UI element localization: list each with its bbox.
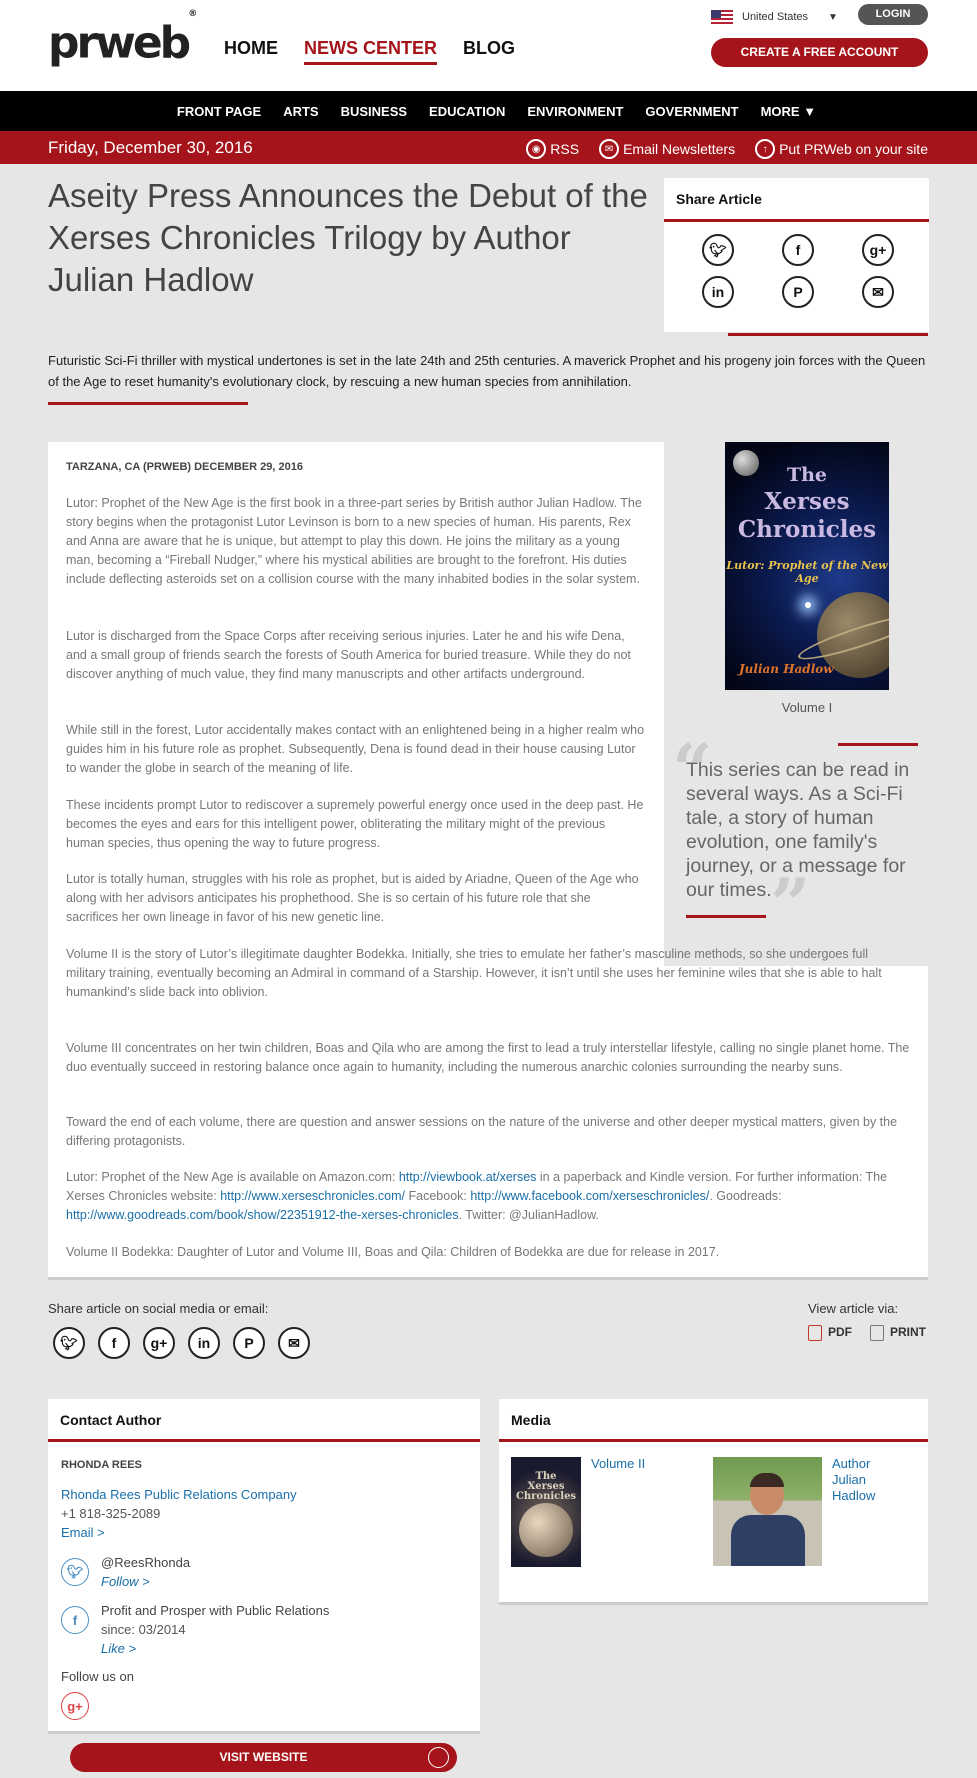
category-nav <box>0 91 977 131</box>
view-article-label: View article via: <box>808 1301 899 1316</box>
date-bar <box>0 131 977 164</box>
open-quote-icon: “ <box>672 728 713 811</box>
rss-link[interactable]: ◉ RSS <box>526 139 579 159</box>
print-icon <box>870 1325 884 1341</box>
facebook-link[interactable]: http://www.facebook.com/xerseschronicles/ <box>470 1189 710 1203</box>
email-icon[interactable]: ✉ <box>862 276 894 308</box>
share-row <box>53 1327 310 1359</box>
googleplus-icon[interactable]: g+ <box>862 234 894 266</box>
googleplus-icon[interactable]: g+ <box>143 1327 175 1359</box>
prweb-logo[interactable]: prweb® <box>48 9 198 69</box>
paragraph: Lutor is discharged from the Space Corps after receiving serious injuries. Later he and his wife Dena, and a small group of friends search the forests of South America for buried treasure. While they do not discover anything of much value, they find many manuscripts and other artifacts underground. <box>66 629 631 681</box>
pdf-link[interactable]: PDF <box>808 1325 852 1341</box>
linkedin-icon[interactable]: in <box>702 276 734 308</box>
goodreads-link[interactable]: http://www.goodreads.com/book/show/22351912-the-xerses-chronicles <box>66 1208 459 1222</box>
twitter-icon[interactable]: 🐦︎ <box>53 1327 85 1359</box>
facebook-icon[interactable]: f <box>782 234 814 266</box>
email-link[interactable]: Email > <box>61 1525 105 1540</box>
globe-icon <box>428 1747 449 1768</box>
view-article-links <box>808 1325 926 1341</box>
paragraph: While still in the forest, Lutor accidentally makes contact with an enlightened being in a higher realm who guides him in his future role as prophet. Subsequently, Dena is found dead in their house causing Lutor to wander the globe in search of the meaning of life. <box>66 723 645 775</box>
cat-government[interactable]: GOVERNMENT <box>645 103 739 119</box>
top-nav <box>224 38 515 65</box>
volume-ii-thumbnail[interactable]: The Xerses Chronicles <box>511 1457 581 1567</box>
email-icon: ✉ <box>599 139 619 159</box>
dateline: TARZANA, CA (PRWEB) DECEMBER 29, 2016 <box>66 461 303 473</box>
company-link[interactable]: Rhonda Rees Public Relations Company <box>61 1487 297 1502</box>
article-title: Aseity Press Announces the Debut of the Xerses Chronicles Trilogy by Author Julian Hadlow <box>48 177 648 298</box>
cat-arts[interactable]: ARTS <box>283 103 319 119</box>
pull-quote: This series can be read in several ways. As a Sci-Fi tale, a story of human evolution, one family's journey, or a message for our times. <box>686 759 910 901</box>
nav-blog[interactable]: BLOG <box>463 38 516 58</box>
divider <box>48 402 248 405</box>
create-account-button[interactable]: CREATE A FREE ACCOUNT <box>711 38 928 67</box>
facebook-since: since: 03/2014 <box>101 1622 186 1637</box>
paragraph: Lutor is totally human, struggles with his role as prophet, but is aided by Ariadne, Queen of the Age who along with her advisors anticipates his prophethood. She is so certain of his future role that she sacrifices her own lineage in favor of his new genetic line. <box>66 872 639 924</box>
follow-us-label: Follow us on <box>61 1669 134 1684</box>
contact-heading: Contact Author <box>48 1399 480 1442</box>
share-row-label: Share article on social media or email: <box>48 1301 269 1316</box>
share-article-box <box>664 178 929 332</box>
pinterest-icon[interactable]: P <box>233 1327 265 1359</box>
rss-icon: ◉ <box>526 139 546 159</box>
linkedin-icon[interactable]: in <box>188 1327 220 1359</box>
divider <box>838 743 918 746</box>
pdf-icon <box>808 1325 822 1341</box>
country-selector[interactable] <box>711 10 838 24</box>
paragraph: Volume II Bodekka: Daughter of Lutor and Volume III, Boas and Qila: Children of Bodekka are due for release in 2017. <box>66 1245 720 1259</box>
contact-phone: +1 818-325-2089 <box>61 1506 161 1521</box>
paragraph: Volume III concentrates on her twin children, Boas and Qila who are among the first to lead a truly interstellar lifestyle, calling no single planet home. The duo eventually succeed in restoring balance once again to humanity, including the numerous anarchic colonies surrounding the nearby suns. <box>66 1041 910 1074</box>
facebook-like-link[interactable]: Like > <box>101 1641 137 1656</box>
put-prweb-link[interactable]: ↑ Put PRWeb on your site <box>755 139 928 159</box>
article-summary: Futuristic Sci-Fi thriller with mystical undertones is set in the late 24th and 25th centuries. A maverick Prophet and his progeny join forces with the Queen of the Age to reset humanity's evolutionary clock, by rescuing a new human species from annihilation. <box>48 353 926 389</box>
login-button[interactable]: LOGIN <box>858 4 928 25</box>
amazon-link[interactable]: http://viewbook.at/xerses <box>398 1170 537 1184</box>
cat-front-page[interactable]: FRONT PAGE <box>176 103 262 119</box>
newsletters-link[interactable]: ✉ Email Newsletters <box>599 139 735 159</box>
paragraph: Volume II is the story of Lutor’s illegitimate daughter Bodekka. Initially, she tries to emulate her father’s masculine methods, so she undergoes full military training, eventually becoming an Admiral in command of a Starship. However, it isn’t until she uses her feminine wiles that she is able to halt humankind’s slide back into oblivion. <box>66 947 882 999</box>
share-article-heading: Share Article <box>664 178 929 222</box>
close-quote-icon: ” <box>770 863 811 946</box>
cat-more[interactable]: MORE ▼ <box>760 103 817 119</box>
facebook-icon[interactable]: f <box>61 1606 89 1634</box>
twitter-icon[interactable]: 🐦︎ <box>61 1558 89 1586</box>
media-link-author[interactable]: Author Julian Hadlow <box>832 1456 876 1503</box>
divider <box>728 333 928 336</box>
image-caption: Volume I <box>781 700 833 715</box>
cat-business[interactable]: BUSINESS <box>340 103 408 119</box>
cat-environment[interactable]: ENVIRONMENT <box>527 103 624 119</box>
googleplus-icon[interactable]: g+ <box>61 1692 89 1720</box>
site-header <box>0 0 977 91</box>
country-label: United States <box>742 11 809 23</box>
twitter-handle: @ReesRhonda <box>101 1555 191 1570</box>
nav-news-center[interactable]: NEWS CENTER <box>304 38 437 65</box>
divider <box>686 915 766 918</box>
book-cover-image[interactable]: The Xerses Chronicles Lutor: Prophet of the New Age Julian Hadlow <box>725 442 889 690</box>
media-link-volume-ii[interactable]: Volume II <box>591 1456 646 1471</box>
visit-website-button[interactable]: VISIT WEBSITE <box>70 1743 457 1772</box>
us-flag-icon <box>711 10 733 24</box>
planet-graphic <box>519 1503 573 1557</box>
datebar-links <box>526 139 928 159</box>
twitter-follow-link[interactable]: Follow > <box>101 1574 150 1589</box>
facebook-page-name: Profit and Prosper with Public Relations <box>101 1603 330 1618</box>
pinterest-icon[interactable]: P <box>782 276 814 308</box>
email-icon[interactable]: ✉ <box>278 1327 310 1359</box>
facebook-icon[interactable]: f <box>98 1327 130 1359</box>
cat-education[interactable]: EDUCATION <box>429 103 506 119</box>
upload-icon: ↑ <box>755 139 775 159</box>
media-heading: Media <box>499 1399 928 1442</box>
twitter-icon[interactable]: 🐦︎ <box>702 234 734 266</box>
author-photo-thumbnail[interactable] <box>713 1457 822 1566</box>
current-date: Friday, December 30, 2016 <box>48 138 253 157</box>
contact-name: RHONDA REES <box>61 1459 142 1471</box>
website-link[interactable]: http://www.xerseschronicles.com/ <box>220 1189 406 1203</box>
paragraph: Lutor: Prophet of the New Age is available on Amazon.com: http://viewbook.at/xerses in a paperback and Kindle version. For further information: The Xerses Chronicles website: http://www.xerseschronicles.com/ Facebook: http://www.facebook.com/xerseschronicles/. Goodreads: http://www.goodreads.com/book/show/22351912-the-xerses-chronicles. Twitter: @JulianHadlow. <box>66 1170 888 1222</box>
nav-home[interactable]: HOME <box>224 38 278 58</box>
chevron-down-icon: ▼ <box>828 11 838 23</box>
paragraph: Toward the end of each volume, there are question and answer sessions on the nature of the universe and other deeper mystical matters, given by the differing protagonists. <box>66 1115 898 1148</box>
print-link[interactable]: PRINT <box>870 1325 926 1341</box>
star-graphic <box>805 602 811 608</box>
paragraph: These incidents prompt Lutor to rediscover a supremely powerful energy once used in the deep past. He becomes the eyes and ears for this intelligent power, obliterating the military might of the previous human species, thus opening the way to future progress. <box>66 798 644 850</box>
paragraph: Lutor: Prophet of the New Age is the first book in a three-part series by British author Julian Hadlow. The story begins when the protagonist Lutor Levinson is born to a new species of human. His parents, Rex and Anna are aware that he is unique, but attempt to play this down. He joins the military as a young man, becoming a “Fireball Nudger,” where his mystical abilities are brought to the forefront. His duties include deflecting asteroids set on a collision course with the many inhabited bodies in the solar system. <box>66 496 642 586</box>
